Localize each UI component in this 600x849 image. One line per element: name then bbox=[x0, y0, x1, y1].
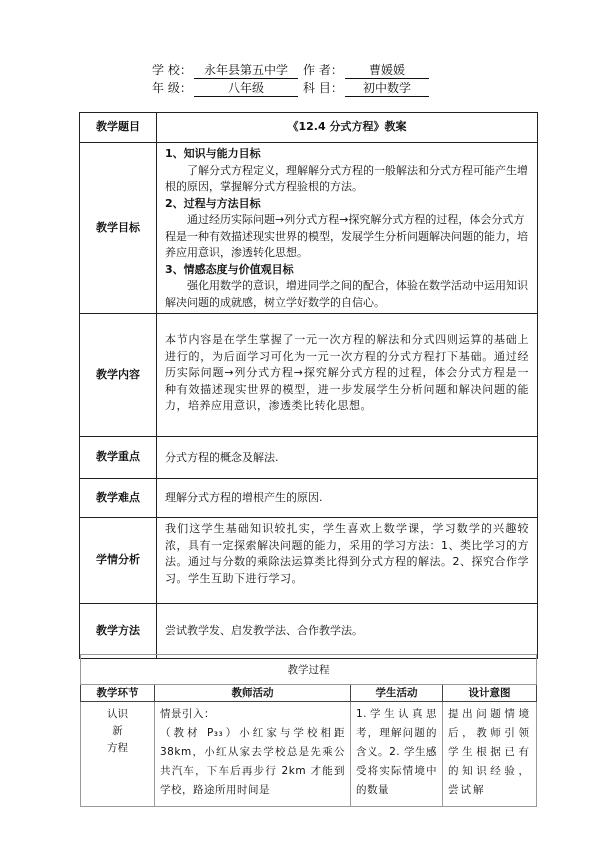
key-cell bbox=[157, 437, 538, 479]
student-text: 1.学生认真思考，理解问题的含义。2. 学生感受将实际情境中的数量 bbox=[356, 708, 437, 796]
student-cell bbox=[351, 702, 443, 807]
stage-line-2: 新 bbox=[112, 725, 123, 737]
method-cell bbox=[157, 604, 538, 659]
analysis-label: 学情分析 bbox=[80, 518, 157, 604]
analysis-text: 我们这学生基础知识较扎实，学生喜欢上数学课，学习数学的兴趣较浓，具有一定探索解决问题的能力，采用的学习方法：1、类比学习的方法。通过与分数的乘除法运算类比得到分式方程的解法。2、探究合作学习。学生互助下进行学习。 bbox=[165, 522, 529, 585]
col-intent-header: 设计意图 bbox=[443, 685, 537, 702]
stage-cell bbox=[81, 702, 155, 807]
process-row bbox=[81, 702, 537, 807]
lesson-plan-table bbox=[79, 112, 538, 659]
teacher-cell bbox=[155, 702, 351, 807]
process-title: 教学过程 bbox=[81, 655, 537, 685]
school-label: 学 校： bbox=[152, 63, 192, 77]
header-grade-row bbox=[0, 80, 600, 96]
key-row bbox=[80, 437, 538, 479]
difficulty-text: 理解分式方程的增根产生的原因. bbox=[165, 491, 323, 505]
objectives-cell bbox=[157, 143, 538, 314]
grade-label: 年 级： bbox=[152, 81, 192, 95]
method-label: 教学方法 bbox=[80, 604, 157, 659]
method-text: 尝试教学发、启发教学法、合作教学法。 bbox=[165, 624, 363, 638]
header-school-row bbox=[0, 62, 600, 78]
content-text: 本节内容是在学生掌握了一元一次方程的解法和分式四则运算的基础上进行的，为后面学习可化为一元一次方程的分式方程打下基础。通过经历实际问题→列分式方程→探究解分式方程的过程，体会分式方程是一种有效描述现实世界的模型，进一步发展学生分析问题和解决问题的能力，培养应用意识，渗透类比转化思想。 bbox=[165, 333, 529, 412]
stage-line-1: 认识 bbox=[107, 708, 128, 720]
col-student-header: 学生活动 bbox=[351, 685, 443, 702]
content-cell bbox=[157, 314, 538, 437]
topic-label: 教学题目 bbox=[80, 113, 157, 143]
objective-2-text: 通过经历实际问题→列分式方程→探究解分式方程的过程，体会分式方程是一种有效描述现实世界的模型，发展学生分析问题解决问题的能力，培养应用意识，渗透转化思想。 bbox=[165, 213, 528, 259]
objective-1-text: 了解分式方程定义，理解解分式方程的一般解法和分式方程可能产生增根的原因，掌握解分式方程验根的方法。 bbox=[165, 163, 528, 193]
key-label: 教学重点 bbox=[80, 437, 157, 479]
intent-text: 提出问题情境后，教师引领学生根据已有的知识经验，尝试解 bbox=[448, 708, 531, 796]
analysis-row bbox=[80, 518, 538, 604]
subject-value: 初中数学 bbox=[345, 80, 429, 97]
process-table bbox=[80, 654, 537, 807]
objectives-label: 教学目标 bbox=[80, 143, 157, 314]
subject-label: 科 目： bbox=[303, 81, 343, 95]
teacher-line-1: 情景引入： bbox=[160, 708, 215, 720]
objective-2-heading: 2、过程与方法目标 bbox=[165, 196, 261, 210]
author-label: 作 者： bbox=[303, 63, 343, 77]
method-row bbox=[80, 604, 538, 659]
col-stage-header: 教学环节 bbox=[81, 685, 155, 702]
topic-row bbox=[80, 113, 538, 143]
content-label: 教学内容 bbox=[80, 314, 157, 437]
grade-value: 八年级 bbox=[194, 80, 298, 97]
key-text: 分式方程的概念及解法. bbox=[165, 450, 279, 464]
difficulty-cell bbox=[157, 479, 538, 518]
author-value: 曹媛媛 bbox=[345, 62, 429, 79]
difficulty-label: 教学难点 bbox=[80, 479, 157, 518]
objectives-row bbox=[80, 143, 538, 314]
teacher-line-2: （教材 P₃₃）小红家与学校相距 38km，小红从家去学校总是先乘公共汽车，下车后再步行 2km 才能到学校，路途所用时间是 bbox=[160, 727, 345, 796]
difficulty-row bbox=[80, 479, 538, 518]
analysis-cell bbox=[157, 518, 538, 604]
intent-cell bbox=[443, 702, 537, 807]
content-row bbox=[80, 314, 538, 437]
school-value: 永年县第五中学 bbox=[194, 62, 298, 79]
topic-title: 《12.4 分式方程》教案 bbox=[157, 113, 538, 143]
objective-3-heading: 3、情感态度与价值观目标 bbox=[165, 262, 294, 276]
process-header-row bbox=[81, 685, 537, 702]
objective-1-heading: 1、知识与能力目标 bbox=[165, 147, 261, 160]
stage-line-3: 方程 bbox=[107, 742, 128, 754]
objective-3-text: 强化用数学的意识，增进同学之间的配合，体验在数学活动中运用知识解决问题的成就感，树立学好数学的自信心。 bbox=[165, 279, 528, 309]
process-title-row bbox=[81, 655, 537, 685]
col-teacher-header: 教师活动 bbox=[155, 685, 351, 702]
